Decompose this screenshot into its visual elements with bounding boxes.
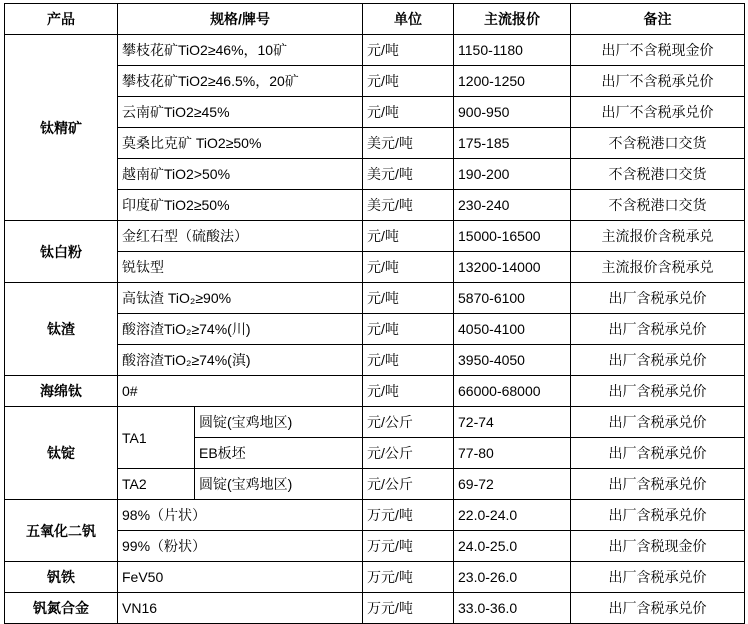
product-spec: EB板坯	[195, 438, 363, 469]
product-unit: 元/吨	[363, 221, 454, 252]
product-note: 出厂含税现金价	[571, 531, 745, 562]
product-spec: 98%（片状）	[118, 500, 363, 531]
table-row	[5, 593, 745, 624]
product-note: 不含税港口交货	[571, 128, 745, 159]
product-note: 出厂含税承兑价	[571, 283, 745, 314]
product-spec: 圆锭(宝鸡地区)	[195, 407, 363, 438]
header-product: 产品	[5, 4, 118, 35]
product-note: 出厂含税承兑价	[571, 562, 745, 593]
product-unit: 美元/吨	[363, 128, 454, 159]
product-spec: 莫桑比克矿 TiO2≥50%	[118, 128, 363, 159]
product-category: 钛锭	[5, 407, 118, 500]
table-row	[5, 221, 745, 252]
table-row	[5, 562, 745, 593]
product-note: 不含税港口交货	[571, 159, 745, 190]
header-note: 备注	[571, 4, 745, 35]
product-spec: 印度矿TiO2≥50%	[118, 190, 363, 221]
product-unit: 元/吨	[363, 97, 454, 128]
product-unit: 元/吨	[363, 283, 454, 314]
product-note: 出厂含税承兑价	[571, 438, 745, 469]
product-spec: 越南矿TiO2>50%	[118, 159, 363, 190]
product-note: 出厂不含税现金价	[571, 35, 745, 66]
product-note: 主流报价含税承兑	[571, 221, 745, 252]
table-header-row	[5, 4, 745, 35]
titanium-price-table	[4, 3, 745, 624]
product-spec: 0#	[118, 376, 363, 407]
product-price: 1150-1180	[454, 35, 571, 66]
product-category: 钒氮合金	[5, 593, 118, 624]
product-category: 钛白粉	[5, 221, 118, 283]
product-unit: 元/公斤	[363, 438, 454, 469]
product-note: 出厂含税承兑价	[571, 345, 745, 376]
product-category: 五氧化二钒	[5, 500, 118, 562]
header-unit: 单位	[363, 4, 454, 35]
product-unit: 元/吨	[363, 66, 454, 97]
product-unit: 万元/吨	[363, 562, 454, 593]
product-price: 66000-68000	[454, 376, 571, 407]
product-unit: 美元/吨	[363, 159, 454, 190]
product-price: 175-185	[454, 128, 571, 159]
product-grade: TA1	[118, 407, 195, 469]
product-price: 230-240	[454, 190, 571, 221]
product-unit: 美元/吨	[363, 190, 454, 221]
product-unit: 元/吨	[363, 314, 454, 345]
product-note: 出厂含税承兑价	[571, 314, 745, 345]
product-spec: 锐钛型	[118, 252, 363, 283]
product-note: 出厂含税承兑价	[571, 407, 745, 438]
table-row	[5, 376, 745, 407]
product-price: 23.0-26.0	[454, 562, 571, 593]
product-spec: 高钛渣 TiO₂≥90%	[118, 283, 363, 314]
product-price: 24.0-25.0	[454, 531, 571, 562]
product-spec: 金红石型（硫酸法）	[118, 221, 363, 252]
product-spec: 圆锭(宝鸡地区)	[195, 469, 363, 500]
product-price: 69-72	[454, 469, 571, 500]
product-note: 出厂含税承兑价	[571, 376, 745, 407]
product-price: 3950-4050	[454, 345, 571, 376]
product-unit: 万元/吨	[363, 593, 454, 624]
product-price: 22.0-24.0	[454, 500, 571, 531]
product-unit: 万元/吨	[363, 500, 454, 531]
product-price: 1200-1250	[454, 66, 571, 97]
product-spec: VN16	[118, 593, 363, 624]
product-note: 出厂不含税承兑价	[571, 66, 745, 97]
product-spec: 酸溶渣TiO₂≥74%(滇)	[118, 345, 363, 376]
product-spec: 酸溶渣TiO₂≥74%(川)	[118, 314, 363, 345]
product-unit: 元/吨	[363, 35, 454, 66]
header-spec: 规格/牌号	[118, 4, 363, 35]
product-spec: 攀枝花矿TiO2≥46.5%，20矿	[118, 66, 363, 97]
product-spec: FeV50	[118, 562, 363, 593]
table-row	[5, 35, 745, 66]
product-unit: 元/吨	[363, 376, 454, 407]
product-spec: 攀枝花矿TiO2≥46%，10矿	[118, 35, 363, 66]
product-note: 不含税港口交货	[571, 190, 745, 221]
product-price: 13200-14000	[454, 252, 571, 283]
product-unit: 元/公斤	[363, 469, 454, 500]
product-price: 4050-4100	[454, 314, 571, 345]
product-spec: 云南矿TiO2≥45%	[118, 97, 363, 128]
product-note: 出厂含税承兑价	[571, 469, 745, 500]
product-unit: 万元/吨	[363, 531, 454, 562]
table-row	[5, 500, 745, 531]
product-price: 900-950	[454, 97, 571, 128]
product-category: 钛精矿	[5, 35, 118, 221]
product-unit: 元/公斤	[363, 407, 454, 438]
product-price: 5870-6100	[454, 283, 571, 314]
product-grade: TA2	[118, 469, 195, 500]
product-note: 出厂含税承兑价	[571, 593, 745, 624]
product-price: 33.0-36.0	[454, 593, 571, 624]
product-price: 72-74	[454, 407, 571, 438]
table-row	[5, 283, 745, 314]
product-note: 出厂含税承兑价	[571, 500, 745, 531]
header-price: 主流报价	[454, 4, 571, 35]
product-unit: 元/吨	[363, 252, 454, 283]
product-unit: 元/吨	[363, 345, 454, 376]
product-note: 出厂不含税承兑价	[571, 97, 745, 128]
product-category: 钒铁	[5, 562, 118, 593]
product-category: 钛渣	[5, 283, 118, 376]
product-spec: 99%（粉状）	[118, 531, 363, 562]
product-price: 190-200	[454, 159, 571, 190]
product-category: 海绵钛	[5, 376, 118, 407]
table-row	[5, 407, 745, 438]
product-price: 77-80	[454, 438, 571, 469]
price-sheet	[0, 3, 748, 616]
product-price: 15000-16500	[454, 221, 571, 252]
product-note: 主流报价含税承兑	[571, 252, 745, 283]
